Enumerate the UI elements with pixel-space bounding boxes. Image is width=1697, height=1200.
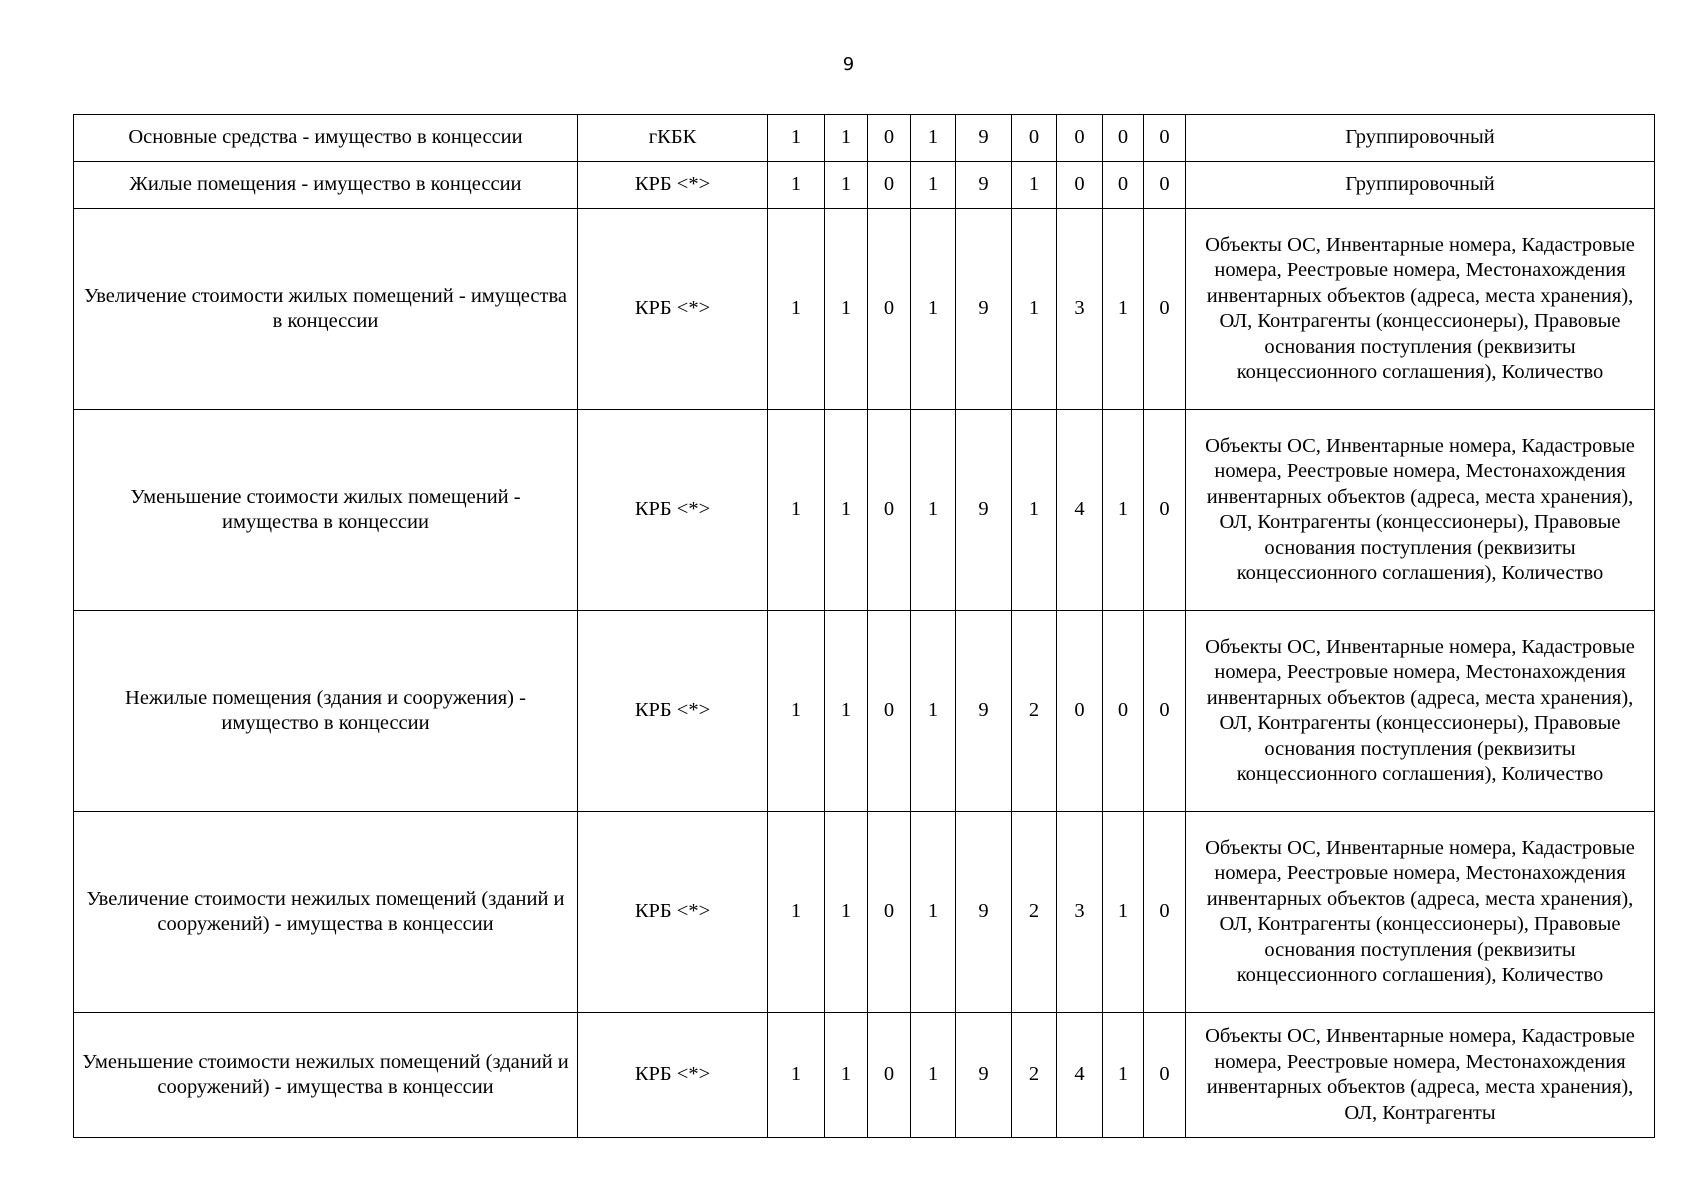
code-digit: 9 [956,115,1012,162]
code-digit: 1 [1103,209,1144,410]
analytics-cell: Группировочный [1186,162,1655,209]
code-digit: 1 [1012,162,1057,209]
account-name: Жилые помещения - имущество в концессии [74,162,578,209]
code-digit: 0 [1103,611,1144,812]
code-digit: 1 [1103,410,1144,611]
code-digit: 1 [1103,812,1144,1013]
code-digit: 2 [1012,812,1057,1013]
account-name: Увеличение стоимости жилых помещений - имущества в концессии [74,209,578,410]
code-digit: 0 [1144,410,1186,611]
code-digit: 0 [868,209,911,410]
analytics-cell: Объекты ОС, Инвентарные номера, Кадастровые номера, Реестровые номера, Местонахождения инвентарных объектов (адреса, места хранения), ОЛ, Контрагенты (концессионеры), Правовые основания поступления (реквизиты концессионного соглашения), Количество [1186,812,1655,1013]
code-digit: 1 [825,209,868,410]
code-digit: 9 [956,1013,1012,1138]
code-digit: 1 [768,611,825,812]
analytics-cell: Объекты ОС, Инвентарные номера, Кадастровые номера, Реестровые номера, Местонахождения инвентарных объектов (адреса, места хранения), ОЛ, Контрагенты (концессионеры), Правовые основания поступления (реквизиты концессионного соглашения), Количество [1186,209,1655,410]
code-digit: 1 [768,1013,825,1138]
analytics-cell: Объекты ОС, Инвентарные номера, Кадастровые номера, Реестровые номера, Местонахождения инвентарных объектов (адреса, места хранения), ОЛ, Контрагенты (концессионеры), Правовые основания поступления (реквизиты концессионного соглашения), Количество [1186,410,1655,611]
code-digit: 1 [1103,1013,1144,1138]
code-digit: 0 [868,115,911,162]
code-digit: 0 [1103,162,1144,209]
code-digit: 1 [825,611,868,812]
code-type: КРБ <*> [578,812,768,1013]
code-digit: 2 [1012,611,1057,812]
code-digit: 0 [868,812,911,1013]
code-digit: 1 [911,812,956,1013]
code-digit: 9 [956,209,1012,410]
code-digit: 0 [1144,209,1186,410]
code-digit: 0 [1144,1013,1186,1138]
code-digit: 0 [1057,115,1103,162]
table-row [74,611,1655,812]
code-type: гКБК [578,115,768,162]
code-digit: 1 [911,209,956,410]
table-row [74,410,1655,611]
code-digit: 9 [956,812,1012,1013]
code-digit: 1 [768,812,825,1013]
account-name: Увеличение стоимости нежилых помещений (зданий и сооружений) - имущества в концессии [74,812,578,1013]
code-digit: 0 [868,410,911,611]
code-digit: 0 [1144,812,1186,1013]
code-digit: 9 [956,162,1012,209]
code-digit: 0 [868,1013,911,1138]
code-digit: 1 [768,410,825,611]
account-name: Уменьшение стоимости нежилых помещений (зданий и сооружений) - имущества в концессии [74,1013,578,1138]
code-digit: 2 [1012,1013,1057,1138]
code-digit: 9 [956,410,1012,611]
code-digit: 1 [825,115,868,162]
code-digit: 1 [768,162,825,209]
code-digit: 1 [911,162,956,209]
table-row [74,1013,1655,1138]
code-digit: 1 [768,209,825,410]
code-digit: 1 [911,1013,956,1138]
code-digit: 1 [911,410,956,611]
code-digit: 9 [956,611,1012,812]
code-type: КРБ <*> [578,611,768,812]
code-digit: 3 [1057,812,1103,1013]
code-digit: 0 [1012,115,1057,162]
table-row [74,115,1655,162]
code-digit: 0 [1144,162,1186,209]
code-digit: 0 [1144,611,1186,812]
analytics-cell: Объекты ОС, Инвентарные номера, Кадастровые номера, Реестровые номера, Местонахождения инвентарных объектов (адреса, места хранения), ОЛ, Контрагенты (концессионеры), Правовые основания поступления (реквизиты концессионного соглашения), Количество [1186,611,1655,812]
code-digit: 0 [868,611,911,812]
code-digit: 4 [1057,1013,1103,1138]
accounts-table [73,114,1655,1138]
code-digit: 0 [868,162,911,209]
analytics-cell: Группировочный [1186,115,1655,162]
code-digit: 0 [1103,115,1144,162]
code-type: КРБ <*> [578,209,768,410]
code-digit: 1 [911,115,956,162]
code-digit: 1 [1012,410,1057,611]
code-digit: 0 [1144,115,1186,162]
table-row [74,209,1655,410]
analytics-cell: Объекты ОС, Инвентарные номера, Кадастровые номера, Реестровые номера, Местонахождения инвентарных объектов (адреса, места хранения), ОЛ, Контрагенты [1186,1013,1655,1138]
code-digit: 1 [768,115,825,162]
code-digit: 1 [825,1013,868,1138]
code-type: КРБ <*> [578,162,768,209]
code-digit: 0 [1057,162,1103,209]
code-type: КРБ <*> [578,410,768,611]
code-digit: 4 [1057,410,1103,611]
account-name: Уменьшение стоимости жилых помещений - имущества в концессии [74,410,578,611]
table-row [74,162,1655,209]
code-digit: 1 [825,162,868,209]
code-digit: 3 [1057,209,1103,410]
code-digit: 1 [825,812,868,1013]
code-digit: 1 [1012,209,1057,410]
account-name: Основные средства - имущество в концессии [74,115,578,162]
page-number: 9 [842,54,855,75]
account-name: Нежилые помещения (здания и сооружения) - имущество в концессии [74,611,578,812]
table-row [74,812,1655,1013]
code-type: КРБ <*> [578,1013,768,1138]
code-digit: 1 [911,611,956,812]
code-digit: 0 [1057,611,1103,812]
code-digit: 1 [825,410,868,611]
